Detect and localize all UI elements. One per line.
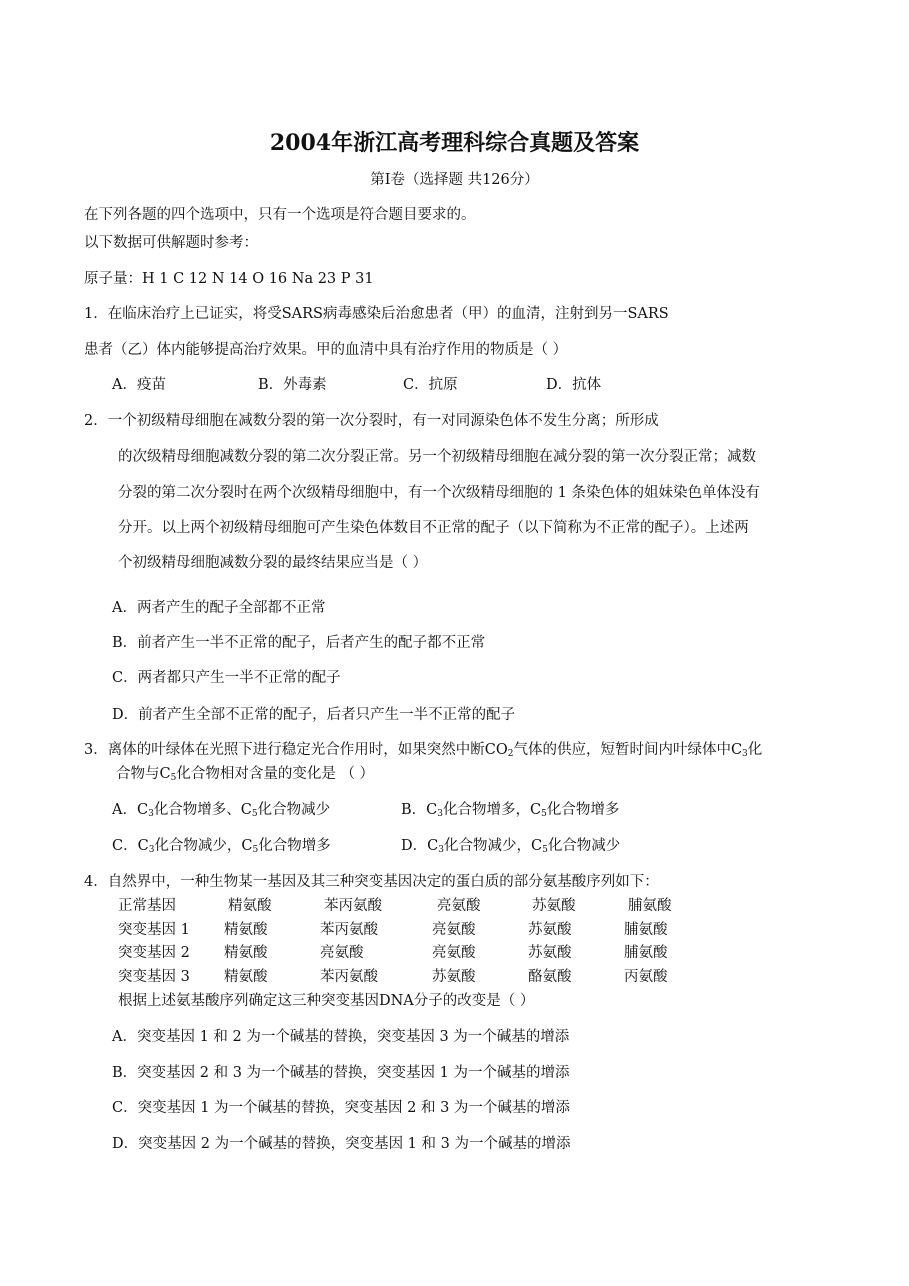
table-cell: 丙氨酸 — [624, 969, 668, 985]
table-cell: 脯氨酸 — [628, 898, 672, 914]
atomic-mass-line: 原子量：H 1 C 12 N 14 O 16 Na 23 P 31 — [84, 271, 374, 287]
q4-option-a: A．突变基因 1 和 2 为一个碱基的替换，突变基因 3 为一个碱基的增添 — [112, 1029, 570, 1045]
q1-stem-line2: 患者（乙）体内能够提高治疗效果。甲的血清中具有治疗作用的物质是（ ） — [84, 342, 568, 358]
q2-option-b: B．前者产生一半不正常的配子，后者产生的配子都不正常 — [112, 635, 486, 651]
q2-stem-line1: 2．一个初级精母细胞在减数分裂的第一次分裂时，有一对同源染色体不发生分离；所形成 — [84, 413, 659, 429]
q3-stem-line2: 合物与$C_5$化合物相对含量的变化是 （ ） — [116, 766, 375, 783]
table-cell: 精氨酸 — [224, 945, 268, 961]
table-cell: 突变基因 3 — [118, 969, 190, 985]
intro-reference: 以下数据可供解题时参考： — [84, 235, 258, 251]
table-cell: 脯氨酸 — [624, 922, 668, 938]
table-cell: 亮氨酸 — [432, 945, 476, 961]
table-cell: 苏氨酸 — [532, 898, 576, 914]
table-cell: 苏氨酸 — [432, 969, 476, 985]
intro-instruction: 在下列各题的四个选项中，只有一个选项是符合题目要求的。 — [84, 207, 476, 223]
table-cell: 正常基因 — [118, 898, 176, 914]
q3-option-d: D．$C_3$化合物减少，$C_5$化合物减少 — [401, 838, 621, 855]
q2-stem-line5: 个初级精母细胞减数分裂的最终结果应当是（ ） — [118, 555, 428, 571]
q2-stem-line3: 分裂的第二次分裂时在两个次级精母细胞中，有一个次级精母细胞的 1 条染色体的姐妹染色单体没有 — [118, 485, 760, 501]
q3-stem-line1: 3．离体的叶绿体在光照下进行稳定光合作用时，如果突然中断$CO_2$气体的供应，短暂时间内叶绿体中$C_3$化 — [84, 742, 763, 759]
q2-option-d: D．前者产生全部不正常的配子，后者只产生一半不正常的配子 — [112, 707, 516, 723]
table-cell: 酪氨酸 — [528, 969, 572, 985]
table-cell: 精氨酸 — [224, 969, 268, 985]
q3-option-a: A．$C_3$化合物增多、$C_5$化合物减少 — [112, 802, 331, 819]
q1-option-b: B．外毒素 — [258, 377, 327, 393]
table-cell: 亮氨酸 — [437, 898, 481, 914]
table-cell: 突变基因 1 — [118, 922, 190, 938]
q2-option-c: C．两者都只产生一半不正常的配子 — [112, 670, 341, 686]
page-title: 2004年浙江高考理科综合真题及答案 — [269, 130, 640, 156]
q2-stem-line4: 分开。以上两个初级精母细胞可产生染色体数目不正常的配子（以下简称为不正常的配子）。上述两 — [118, 520, 749, 536]
table-cell: 亮氨酸 — [320, 945, 364, 961]
q4-option-d: D．突变基因 2 为一个碱基的替换，突变基因 1 和 3 为一个碱基的增添 — [112, 1136, 571, 1152]
table-cell: 苯丙氨酸 — [320, 969, 378, 985]
table-cell: 脯氨酸 — [624, 945, 668, 961]
q1-option-d: D．抗体 — [546, 377, 602, 393]
q2-option-a: A．两者产生的配子全部都不正常 — [112, 600, 326, 616]
q4-option-b: B．突变基因 2 和 3 为一个碱基的替换，突变基因 1 为一个碱基的增添 — [112, 1065, 570, 1081]
table-cell: 苯丙氨酸 — [320, 922, 378, 938]
section-subtitle: 第Ⅰ卷（选择题 共126分） — [370, 172, 539, 188]
table-cell: 苏氨酸 — [528, 922, 572, 938]
table-cell: 精氨酸 — [228, 898, 272, 914]
table-cell: 精氨酸 — [224, 922, 268, 938]
table-cell: 突变基因 2 — [118, 945, 190, 961]
q2-stem-line2: 的次级精母细胞减数分裂的第二次分裂正常。另一个初级精母细胞在减分裂的第一次分裂正常；减数 — [118, 449, 756, 465]
q4-stem-line1: 4．自然界中，一种生物某一基因及其三种突变基因决定的蛋白质的部分氨基酸序列如下： — [84, 874, 659, 890]
table-cell: 亮氨酸 — [432, 922, 476, 938]
q1-option-a: A．疫苗 — [112, 377, 166, 393]
q4-question: 根据上述氨基酸序列确定这三种突变基因DNA分子的改变是（ ） — [118, 993, 535, 1009]
q1-stem-line1: 1．在临床治疗上已证实，将受SARS病毒感染后治愈患者（甲）的血清，注射到另一SARS — [84, 306, 669, 322]
q3-option-b: B．$C_3$化合物增多，$C_5$化合物增多 — [401, 802, 620, 819]
table-cell: 苏氨酸 — [528, 945, 572, 961]
table-cell: 苯丙氨酸 — [324, 898, 382, 914]
q1-option-c: C．抗原 — [403, 377, 458, 393]
q4-option-c: C．突变基因 1 为一个碱基的替换，突变基因 2 和 3 为一个碱基的增添 — [112, 1100, 570, 1116]
q3-option-c: C．$C_3$化合物减少，$C_5$化合物增多 — [112, 838, 331, 855]
